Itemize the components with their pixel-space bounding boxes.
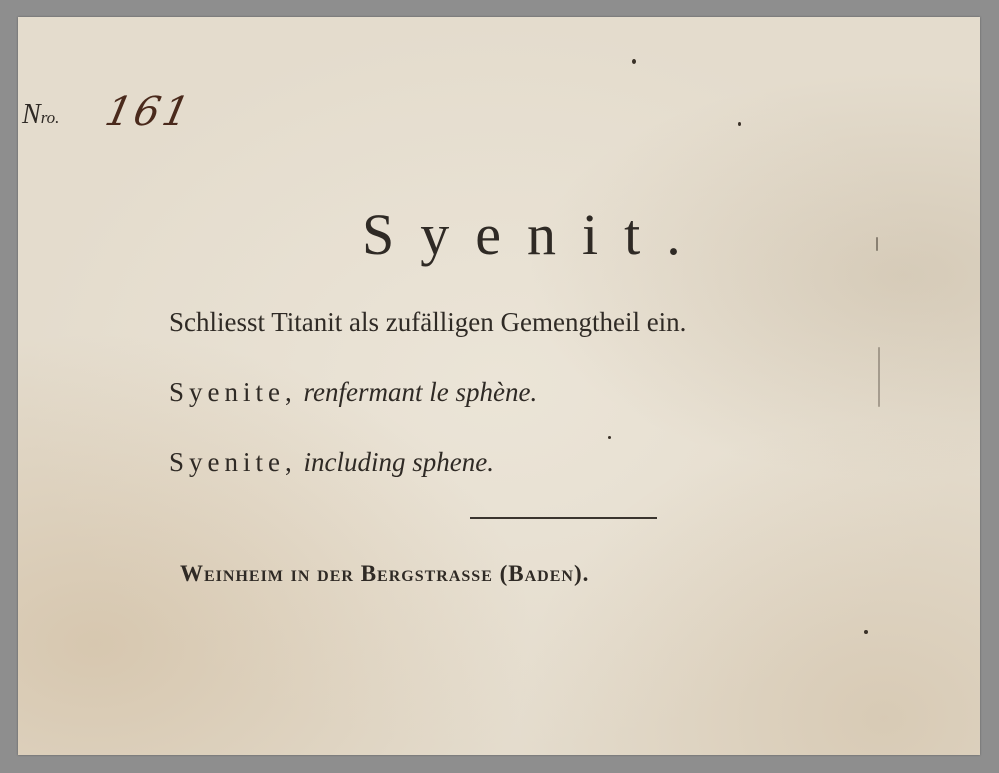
divider-rule — [470, 517, 657, 519]
paper-speck — [878, 347, 880, 407]
number-prefix — [22, 99, 59, 131]
number-prefix-suffix: ro. — [40, 108, 60, 127]
description-english — [169, 447, 494, 478]
description-english-text: including sphene. — [303, 447, 494, 477]
specimen-label — [18, 17, 980, 755]
description-french — [169, 377, 537, 408]
paper-speck — [738, 122, 741, 126]
paper-speck — [608, 436, 611, 439]
locality: Weinheim in der Bergstrasse (Baden). — [180, 561, 590, 586]
label-title: Syenit. — [362, 202, 707, 267]
description-english-name: Syenite, — [169, 447, 297, 477]
description-french-text: renfermant le sphène. — [303, 377, 538, 407]
description-german: Schliesst Titanit als zufälligen Gemengtheil ein. — [169, 307, 687, 337]
description-french-name: Syenite, — [169, 377, 297, 407]
number-prefix-main: N — [22, 99, 41, 130]
paper-speck — [864, 630, 868, 634]
paper-speck — [876, 237, 878, 251]
handwritten-number: 161 — [101, 89, 197, 135]
paper-speck — [632, 59, 636, 64]
